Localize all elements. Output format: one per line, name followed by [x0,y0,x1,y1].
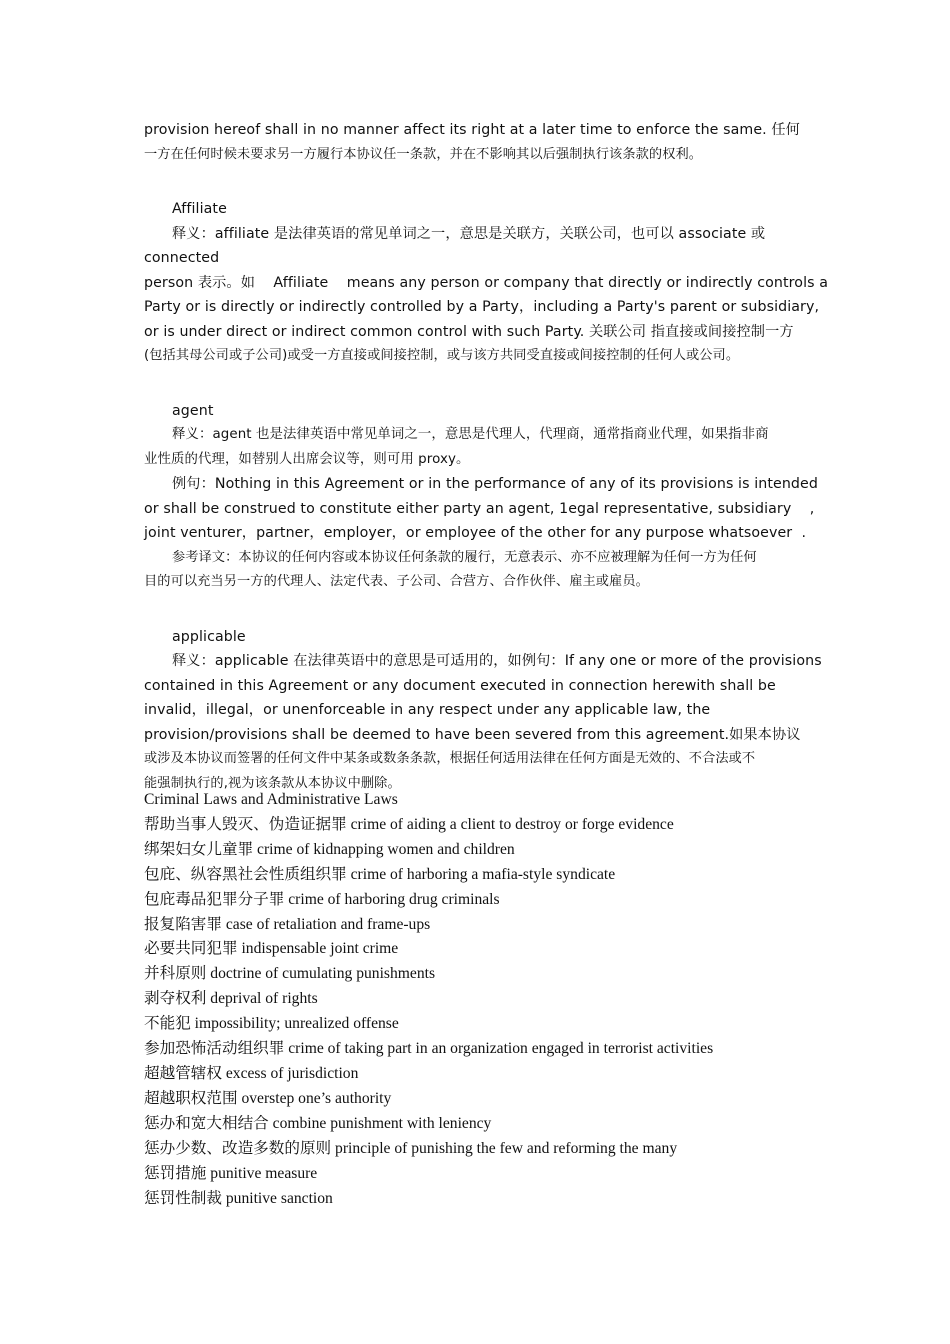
spacer [144,167,824,197]
glossary-entry: 帮助当事人毁灭、伪造证据罪 crime of aiding a client to destroy or forge evidence [144,815,674,833]
term-affiliate: Affiliate [172,201,227,217]
agent-definition-line: 业性质的代理，如替别人出席会议等，则可用 proxy。 [144,451,470,467]
affiliate-line: Party or is directly or indirectly controlled by a Party，including a Party's parent or subsidiary, [144,299,820,315]
agent-definition-line: 释义：agent 也是法律英语中常见单词之一，意思是代理人，代理商，通常指商业代理，如果指非商 [172,427,769,442]
intro-line: provision hereof shall in no manner affect its right at a later time to enforce the same. 任何 [144,122,800,138]
glossary-entry: 必要共同犯罪 indispensable joint crime [144,940,399,958]
glossary-entry: 绑架妇女儿童罪 crime of kidnapping women and children [144,840,515,858]
glossary-entry: 超越职权范围 overstep one’s authority [144,1089,392,1107]
agent-translation-line: 参考译文：本协议的任何内容或本协议任何条款的履行，无意表示、亦不应被理解为任何一方为任何 [172,549,757,565]
agent-example-line: 例句：Nothing in this Agreement or in the performance of any of its provisions is intended [172,476,818,492]
applicable-line: 或涉及本协议而签署的任何文件中某条或数条条款，根据任何适用法律在任何方面是无效的、不合法或不 [144,751,756,766]
glossary-entry: 惩办少数、改造多数的原则 principle of punishing the few and reforming the many [144,1139,678,1157]
applicable-line: 能强制执行的,视为该条款从本协议中删除。 [144,775,401,791]
affiliate-line: 释义：affiliate 是法律英语的常见单词之一，意思是关联方，关联公司，也可以 associate 或 connected [144,225,766,266]
glossary-entry: 包庇、纵容黑社会性质组织罪 crime of harboring a mafia-style syndicate [144,865,616,883]
term-agent: agent [172,402,214,419]
affiliate-line: or is under direct or indirect common control with such Party. 关联公司 指直接或间接控制一方 [144,323,794,340]
glossary-heading: Criminal Laws and Administrative Laws [144,791,398,808]
glossary-entry: 剥夺权利 deprival of rights [144,990,318,1008]
glossary-entry: 包庇毒品犯罪分子罪 crime of harboring drug criminals [144,890,500,908]
intro-line: 一方在任何时候未要求另一方履行本协议任一条款，并在不影响其以后强制执行该条款的权利。 [144,146,703,162]
document-body [144,118,829,796]
applicable-line: contained in this Agreement or any document executed in connection herewith shall be [144,677,776,694]
glossary-entry: 参加恐怖活动组织罪 crime of taking part in an organization engaged in terrorist activities [144,1040,714,1058]
glossary-entry: 并科原则 doctrine of cumulating punishments [144,965,436,983]
agent-example-line: or shall be construed to constitute either party an agent, 1egal representative, subsidiary , [144,500,815,517]
criminal-laws-glossary [144,788,844,1211]
glossary-entry: 惩办和宽大相结合 combine punishment with leniency [144,1114,492,1132]
glossary-entry: 惩罚性制裁 punitive sanction [144,1189,333,1207]
applicable-line: invalid，illegal，or unenforceable in any respect under any applicable law, the [144,702,711,718]
applicable-line: provision/provisions shall be deemed to have been severed from this agreement.如果本协议 [144,726,801,743]
affiliate-line: (包括其母公司或子公司)或受一方直接或间接控制，或与该方共同受直接或间接控制的任何人或公司。 [144,348,740,363]
glossary-entry: 惩罚措施 punitive measure [144,1164,318,1182]
affiliate-line: person 表示。如 Affiliate means any person or company that directly or indirectly controls a [144,274,829,291]
agent-example-line: joint venturer，partner，employer，or employee of the other for any purpose whatsoever . [144,525,807,541]
applicable-line: 释义：applicable 在法律英语中的意思是可适用的，如例句：If any one or more of the provisions [172,653,822,669]
agent-translation-line: 目的可以充当另一方的代理人、法定代表、子公司、合营方、合作伙伴、雇主或雇员。 [144,574,649,589]
glossary-entry: 不能犯 impossibility; unrealized offense [144,1015,399,1033]
term-applicable: applicable [172,628,246,645]
glossary-entry: 报复陷害罪 case of retaliation and frame-ups [144,915,431,933]
glossary-entry: 超越管辖权 excess of jurisdiction [144,1064,359,1082]
spacer [144,369,824,399]
spacer [144,595,824,625]
